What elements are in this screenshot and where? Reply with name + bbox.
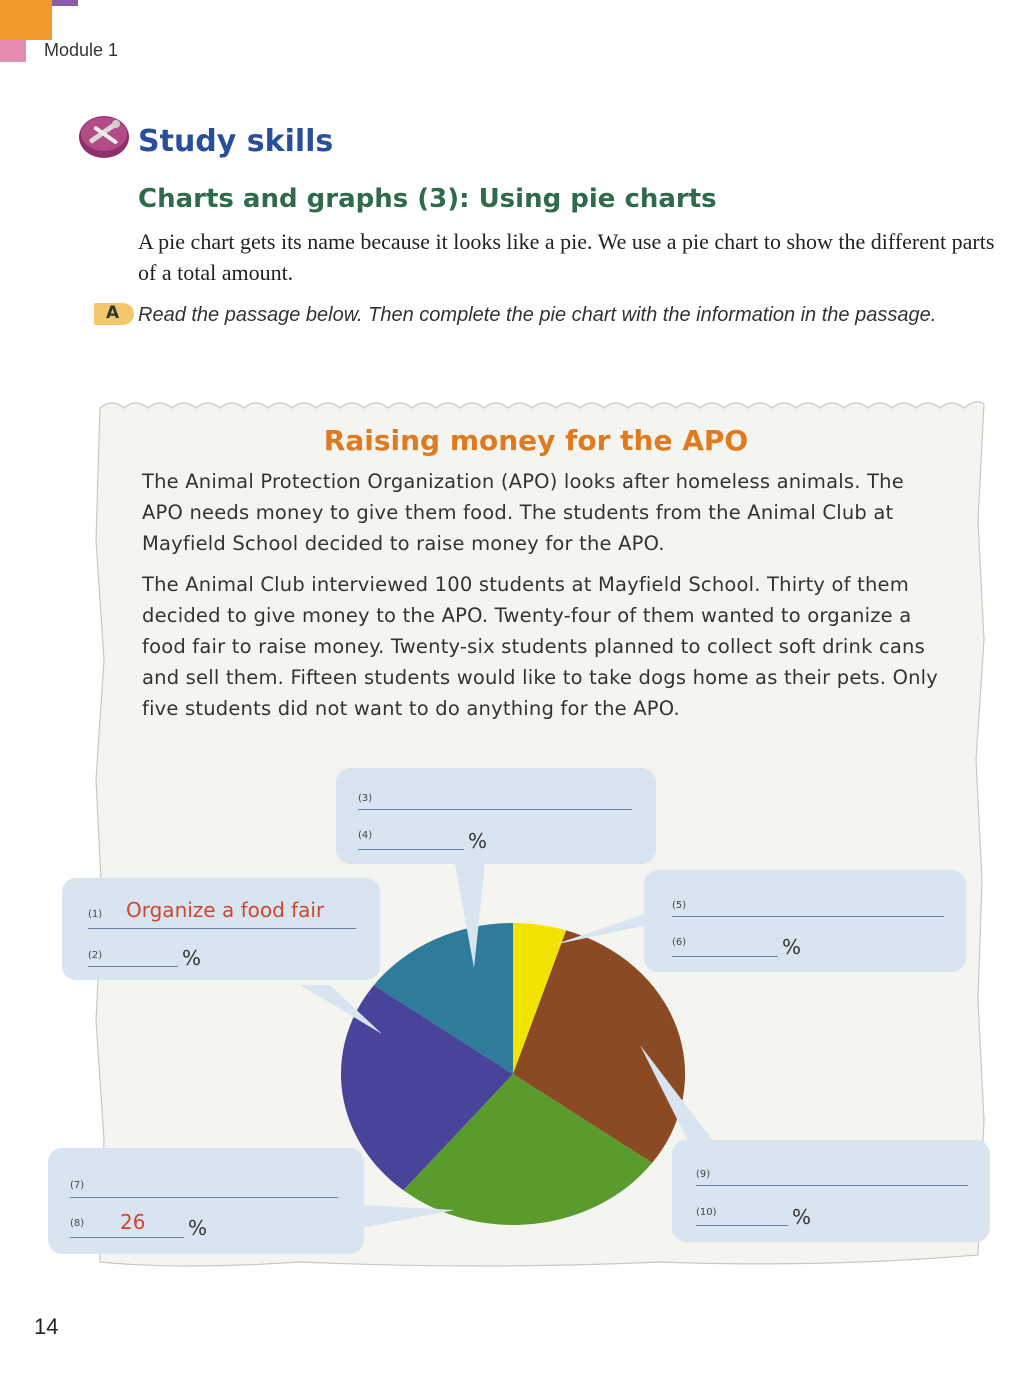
percent-sign-6: %	[782, 935, 802, 959]
percent-sign-10: %	[792, 1205, 812, 1229]
blank-line-4[interactable]	[358, 849, 464, 850]
blank-label-6: (6)	[672, 937, 687, 948]
activity-instruction: Read the passage below. Then complete the pie chart with the information in the passage.	[138, 304, 937, 326]
blank-line-8[interactable]	[70, 1237, 184, 1238]
blank-label-10: (10)	[696, 1207, 717, 1218]
percent-sign-4: %	[468, 829, 488, 853]
blank-label-1: (1)	[88, 909, 103, 920]
intro-text: A pie chart gets its name because it looks like a pie. We use a pie chart to show the different parts of a total amount.	[138, 229, 995, 285]
blank-line-5[interactable]	[672, 916, 944, 917]
answer-8: 26	[120, 1210, 146, 1234]
passage-title: Raising money for the APO	[323, 424, 749, 457]
module-label: Module 1	[44, 40, 119, 60]
passage-paragraph-1: The Animal Protection Organization (APO) looks after homeless animals. The APO needs money to give them food. The students from the Animal Club at Mayfield School decided to raise money for the APO.	[142, 470, 904, 555]
blank-line-3[interactable]	[358, 809, 632, 810]
blank-label-9: (9)	[696, 1169, 711, 1180]
answer-box-5	[672, 1140, 990, 1242]
blank-line-1[interactable]	[88, 928, 356, 929]
page-number: 14	[34, 1314, 59, 1339]
blank-label-8: (8)	[70, 1218, 85, 1229]
blank-line-9[interactable]	[696, 1185, 968, 1186]
blank-line-7[interactable]	[70, 1197, 338, 1198]
passage-paragraph-2: The Animal Club interviewed 100 students at Mayfield School. Thirty of them decided to give money to the APO. Twenty-four of them wanted to organize a food fair to raise money. Twenty-six students planned to collect soft drink cans and sell them. Fifteen students would like to take dogs home as their pets. Only five students did not want to do anything for the APO.	[142, 573, 939, 720]
blank-label-2: (2)	[88, 950, 103, 961]
blank-label-5: (5)	[672, 900, 687, 911]
blank-label-7: (7)	[70, 1180, 85, 1191]
answer-1: Organize a food fair	[126, 898, 325, 922]
study-skills-title: Study skills	[138, 124, 334, 159]
blank-label-3: (3)	[358, 793, 373, 804]
percent-sign-8: %	[188, 1216, 208, 1240]
blank-line-6[interactable]	[672, 956, 778, 957]
answer-box-1	[62, 878, 380, 980]
section-title: Charts and graphs (3): Using pie charts	[138, 184, 717, 214]
blank-line-10[interactable]	[696, 1225, 788, 1226]
blank-line-2[interactable]	[88, 966, 178, 967]
percent-sign-2: %	[182, 946, 202, 970]
activity-badge: A	[94, 303, 134, 325]
blank-label-4: (4)	[358, 830, 373, 841]
